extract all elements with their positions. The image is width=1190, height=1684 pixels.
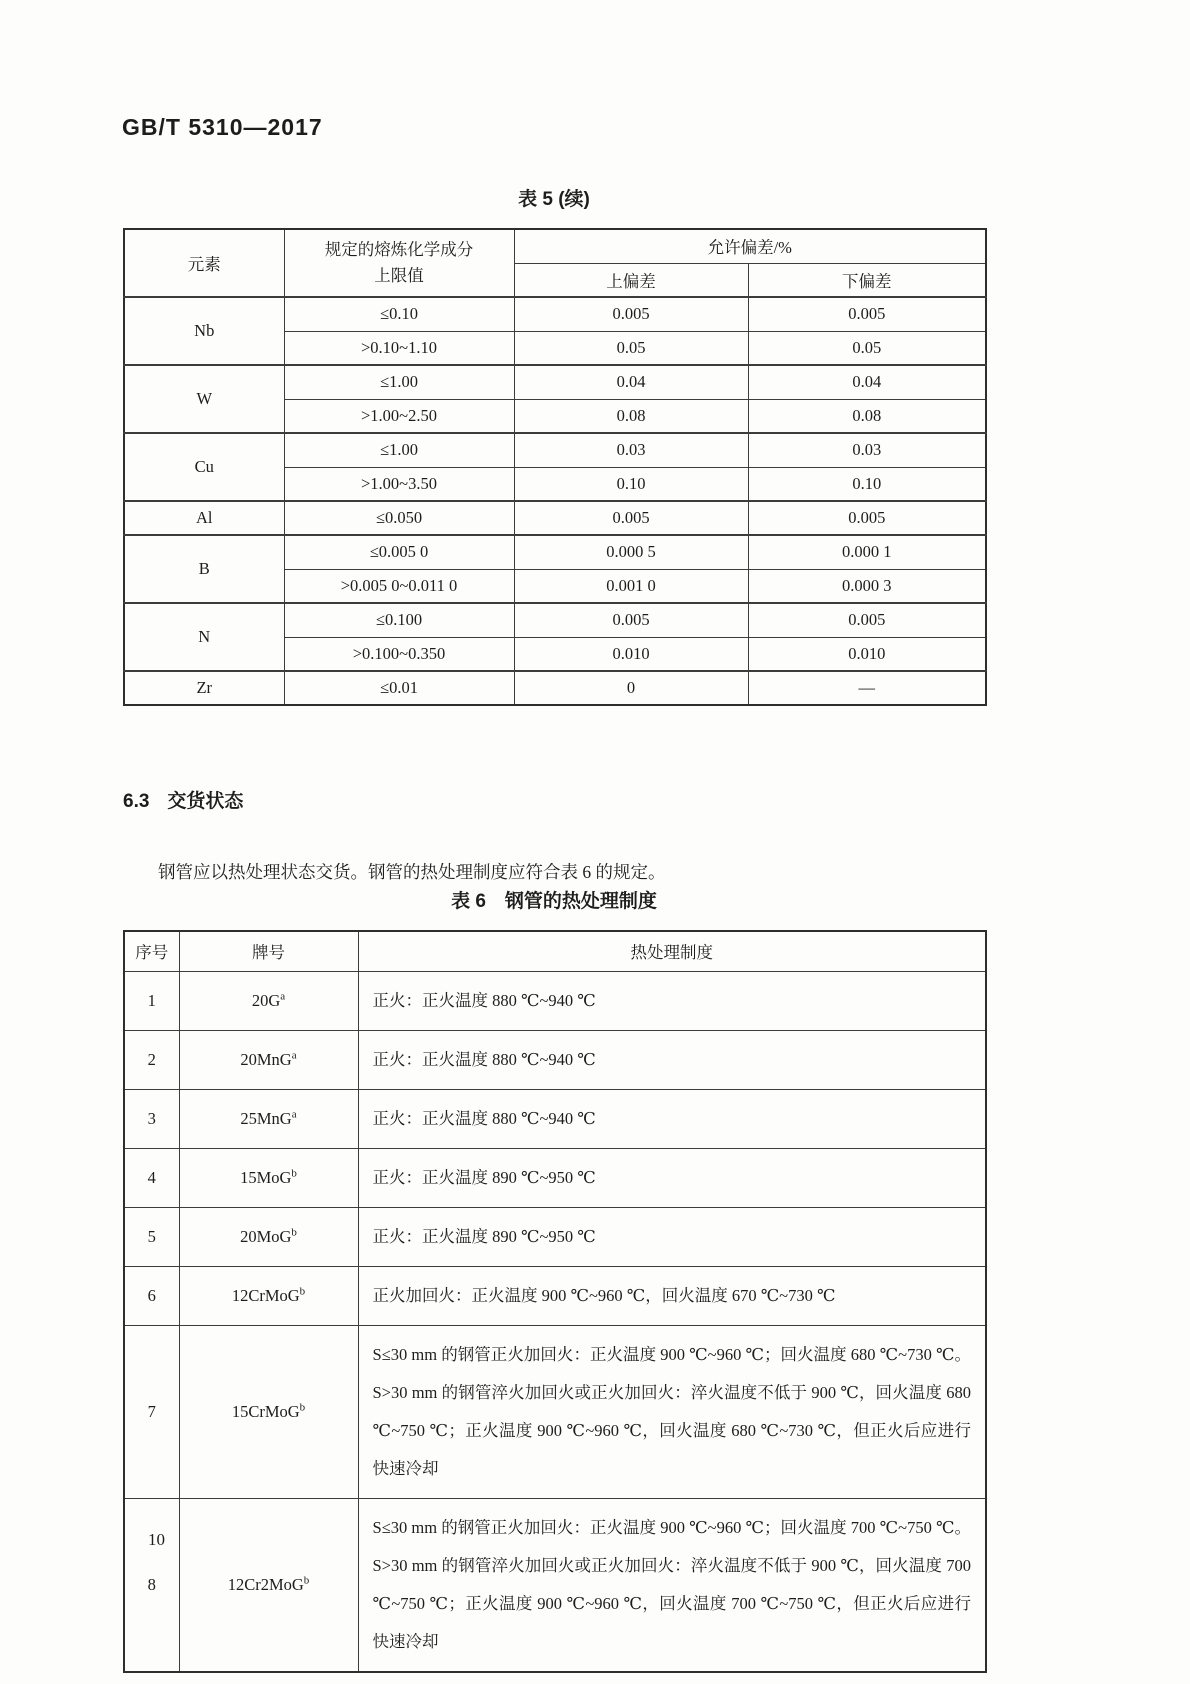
table-row [124, 1498, 986, 1672]
row-no-cell: 3 [124, 1089, 179, 1148]
regime-cell: 正火：正火温度 890 ℃~950 ℃ [358, 1148, 986, 1207]
lower-dev-cell: 0.04 [748, 365, 986, 399]
table5-header-composition-line2: 上限值 [374, 266, 424, 285]
limit-cell: >0.005 0~0.011 0 [284, 569, 514, 603]
table-row [124, 1030, 986, 1089]
grade-cell [179, 1148, 358, 1207]
body-paragraph: 钢管应以热处理状态交货。钢管的热处理制度应符合表 6 的规定。 [158, 861, 666, 882]
footnote-marker: b [291, 1226, 297, 1238]
limit-cell: >1.00~2.50 [284, 399, 514, 433]
element-cell: Nb [124, 297, 284, 365]
section-heading [123, 786, 243, 813]
footnote-marker: b [299, 1285, 306, 1297]
table-row [124, 1266, 986, 1325]
table-row [124, 603, 986, 637]
limit-cell: >0.100~0.350 [284, 637, 514, 671]
grade-cell [179, 1266, 358, 1325]
lower-dev-cell: 0.010 [748, 637, 986, 671]
footnote-marker: a [291, 1049, 297, 1061]
limit-cell: ≤0.01 [284, 671, 514, 705]
lower-dev-cell: 0.10 [748, 467, 986, 501]
table6-header-grade: 牌号 [179, 931, 358, 971]
table-row [124, 671, 986, 705]
row-no-cell: 6 [124, 1266, 179, 1325]
table-row [124, 1325, 986, 1498]
footnote-marker: b [291, 1167, 297, 1179]
table-row [124, 501, 986, 535]
table-row [124, 1089, 986, 1148]
footnote-marker: a [280, 990, 286, 1002]
upper-dev-cell: 0.010 [514, 637, 748, 671]
row-no-cell: 4 [124, 1148, 179, 1207]
grade-cell [179, 1089, 358, 1148]
element-cell: Al [124, 501, 284, 535]
regime-cell: 正火加回火：正火温度 900 ℃~960 ℃，回火温度 670 ℃~730 ℃ [358, 1266, 986, 1325]
table6-caption: 表 6 钢管的热处理制度 [451, 891, 657, 912]
limit-cell: >0.10~1.10 [284, 331, 514, 365]
limit-cell: ≤1.00 [284, 433, 514, 467]
grade-text: 20MnG [240, 1049, 292, 1069]
table5-header-element: 元素 [124, 229, 284, 297]
limit-cell: ≤0.10 [284, 297, 514, 331]
lower-dev-cell: 0.03 [748, 433, 986, 467]
lower-dev-cell: 0.000 3 [748, 569, 986, 603]
table5-header-lower: 下偏差 [748, 263, 986, 297]
grade-cell [179, 1325, 358, 1498]
grade-cell [179, 971, 358, 1030]
table6-header-no: 序号 [124, 931, 179, 971]
footnote-marker: b [299, 1401, 306, 1413]
row-no-cell: 5 [124, 1207, 179, 1266]
upper-dev-cell: 0.10 [514, 467, 748, 501]
limit-cell: ≤0.100 [284, 603, 514, 637]
footnote-marker: b [303, 1574, 310, 1586]
grade-text: 25MnG [240, 1108, 292, 1128]
lower-dev-cell: 0.000 1 [748, 535, 986, 569]
lower-dev-cell: 0.005 [748, 603, 986, 637]
table-row [124, 1207, 986, 1266]
grade-text: 15MoG [240, 1167, 292, 1187]
section-title: 交货状态 [167, 791, 244, 812]
upper-dev-cell: 0.001 0 [514, 569, 748, 603]
lower-dev-cell: 0.005 [748, 501, 986, 535]
table5-header-composition-line1: 规定的熔炼化学成分 [324, 240, 474, 260]
document-number: GB/T 5310—2017 [122, 114, 323, 140]
regime-cell: 正火：正火温度 880 ℃~940 ℃ [358, 971, 986, 1030]
table5-header-upper: 上偏差 [514, 263, 748, 297]
table6-header-regime: 热处理制度 [358, 931, 986, 971]
row-no-cell: 1 [124, 971, 179, 1030]
limit-cell: ≤0.050 [284, 501, 514, 535]
element-cell: Cu [124, 433, 284, 501]
grade-text: 12CrMoG [231, 1285, 300, 1305]
grade-text: 20G [251, 990, 281, 1010]
limit-cell: ≤0.005 0 [284, 535, 514, 569]
table-row [124, 297, 986, 331]
grade-text: 20MoG [240, 1226, 292, 1246]
page-number: 10 [148, 1530, 165, 1549]
upper-dev-cell: 0.000 5 [514, 535, 748, 569]
element-cell: N [124, 603, 284, 671]
table-row [124, 433, 986, 467]
upper-dev-cell: 0.005 [514, 297, 748, 331]
regime-cell: 正火：正火温度 880 ℃~940 ℃ [358, 1030, 986, 1089]
lower-dev-cell: 0.05 [748, 331, 986, 365]
table5-caption: 表 5 (续) [518, 189, 590, 210]
element-cell: B [124, 535, 284, 603]
table6-heat-treatment [123, 930, 987, 1673]
row-no-cell: 2 [124, 1030, 179, 1089]
upper-dev-cell: 0.005 [514, 603, 748, 637]
upper-dev-cell: 0.04 [514, 365, 748, 399]
upper-dev-cell: 0.03 [514, 433, 748, 467]
table5-header-deviation: 允许偏差/% [514, 229, 986, 263]
regime-cell: S≤30 mm 的钢管正火加回火：正火温度 900 ℃~960 ℃；回火温度 680 ℃~730 ℃。S>30 mm 的钢管淬火加回火或正火加回火：淬火温度不低于 900 ℃，回火温度 680 ℃~750 ℃；正火温度 900 ℃~960 ℃，回火温度 680 ℃~730 ℃，但正火后应进行快速冷却 [358, 1325, 986, 1498]
grade-text: 12Cr2MoG [227, 1574, 304, 1594]
table-row [124, 535, 986, 569]
element-cell: W [124, 365, 284, 433]
table-row [124, 1148, 986, 1207]
upper-dev-cell: 0.08 [514, 399, 748, 433]
upper-dev-cell: 0 [514, 671, 748, 705]
grade-cell [179, 1207, 358, 1266]
limit-cell: ≤1.00 [284, 365, 514, 399]
table-row [124, 971, 986, 1030]
lower-dev-cell: 0.005 [748, 297, 986, 331]
regime-cell: S≤30 mm 的钢管正火加回火：正火温度 900 ℃~960 ℃；回火温度 700 ℃~750 ℃。S>30 mm 的钢管淬火加回火或正火加回火：淬火温度不低于 900 ℃，回火温度 700 ℃~750 ℃；正火温度 900 ℃~960 ℃，回火温度 700 ℃~750 ℃，但正火后应进行快速冷却 [358, 1498, 986, 1672]
row-no-cell: 8 [124, 1498, 179, 1672]
table5-chemical-deviation [123, 228, 987, 706]
element-cell: Zr [124, 671, 284, 705]
lower-dev-cell: — [748, 671, 986, 705]
upper-dev-cell: 0.005 [514, 501, 748, 535]
lower-dev-cell: 0.08 [748, 399, 986, 433]
grade-text: 15CrMoG [231, 1401, 300, 1421]
footnote-marker: a [291, 1108, 297, 1120]
regime-cell: 正火：正火温度 880 ℃~940 ℃ [358, 1089, 986, 1148]
upper-dev-cell: 0.05 [514, 331, 748, 365]
table-row [124, 365, 986, 399]
limit-cell: >1.00~3.50 [284, 467, 514, 501]
grade-cell [179, 1030, 358, 1089]
row-no-cell: 7 [124, 1325, 179, 1498]
section-number: 6.3 [123, 791, 150, 812]
grade-cell [179, 1498, 358, 1672]
table5-header-composition [284, 229, 514, 297]
regime-cell: 正火：正火温度 890 ℃~950 ℃ [358, 1207, 986, 1266]
